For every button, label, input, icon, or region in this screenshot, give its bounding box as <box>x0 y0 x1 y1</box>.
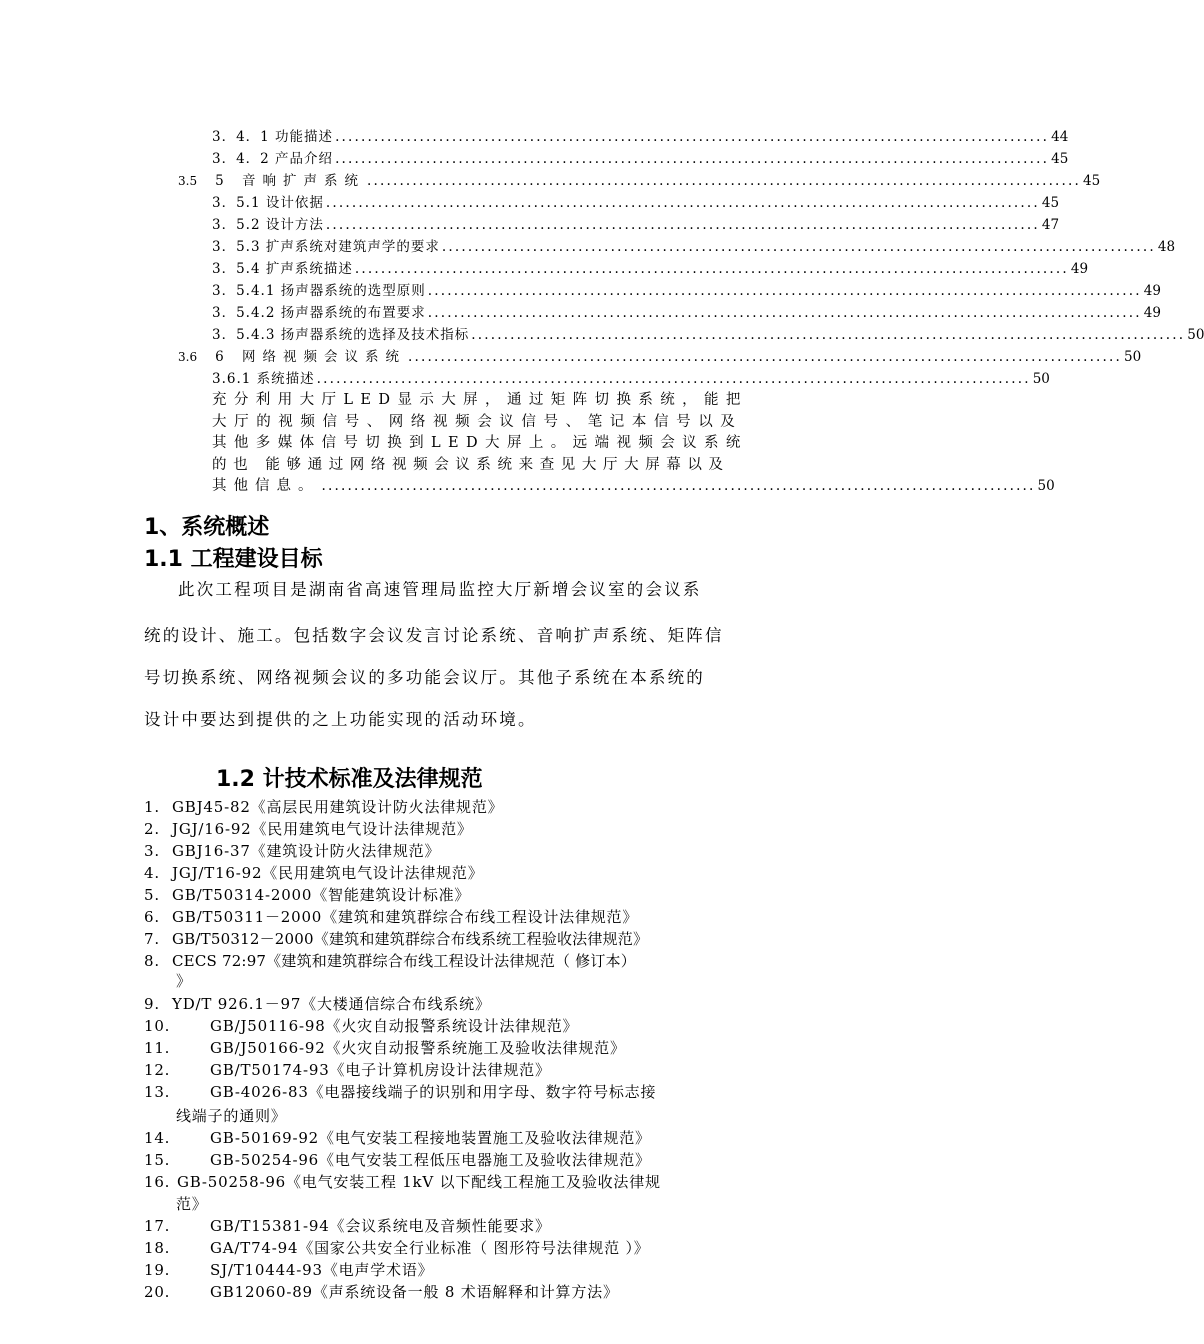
list-item-text: GB/J50116-98《火灾自动报警系统设计法律规范》 <box>210 1017 579 1035</box>
list-item-number: 18. <box>144 1239 171 1257</box>
toc-entry[interactable] <box>212 258 1089 280</box>
toc-leader-dots: .............................................................................................................. <box>335 129 1050 145</box>
toc-leader-dots: .............................................................................................................. <box>427 283 1142 299</box>
toc-leader-dots: .............................................................................................................. <box>354 261 1069 277</box>
list-item-number: 14. <box>144 1129 171 1147</box>
toc-entry[interactable] <box>212 280 1161 302</box>
toc-entry[interactable] <box>212 192 1060 214</box>
toc-line-text: 大厅的视频信号、网络视频会议信号、笔记本信号以及 <box>212 413 743 430</box>
list-item-text: GB/T15381-94《会议系统电及音频性能要求》 <box>210 1217 551 1235</box>
toc-page-number: 47 <box>1041 217 1060 233</box>
toc-entry[interactable] <box>178 170 1101 192</box>
toc-leader-dots: .............................................................................................................. <box>325 195 1040 211</box>
toc-entry[interactable] <box>212 148 1069 170</box>
list-item-number: 2. <box>144 820 160 838</box>
toc-entry-number: 3.6 <box>178 350 198 364</box>
list-item <box>144 907 638 928</box>
list-item-number: 4. <box>144 864 160 882</box>
toc-page-number: 50 <box>1187 327 1204 343</box>
toc-line-text: 其他信息。 <box>212 478 320 494</box>
list-item-text: GB-50258-96《电气安装工程 1kV 以下配线工程施工及验收法律规 <box>177 1173 661 1191</box>
list-item <box>144 1216 551 1237</box>
list-item <box>144 819 473 840</box>
list-item-text: GA/T74-94《国家公共安全行业标准（ 图形符号法律规范 ）》 <box>210 1239 650 1257</box>
body-line: 此次工程项目是湖南省高速管理局监控大厅新增会议室的会议系 <box>178 580 702 599</box>
list-item-text: GB-50254-96《电气安装工程低压电器施工及验收法律规范》 <box>210 1151 651 1169</box>
section-1-1-heading: 1.1 工程建设目标 <box>144 547 323 572</box>
list-item <box>144 929 648 950</box>
toc-long-entry-line <box>212 412 804 434</box>
list-item-text: GBJ16-37《建筑设计防火法律规范》 <box>172 842 441 860</box>
toc-entry[interactable] <box>212 214 1060 236</box>
toc-page-number: 49 <box>1143 305 1161 321</box>
toc-leader-dots: .............................................................................................................. <box>335 151 1050 167</box>
toc-entry[interactable] <box>178 346 1142 368</box>
toc-entry-label: 3．5.2 设计方法 <box>212 217 324 233</box>
toc-page-number: 50 <box>1037 478 1055 494</box>
toc-page-number: 45 <box>1051 151 1069 167</box>
list-item-text: CECS 72:97《建筑和建筑群综合布线工程设计法律规范（ 修订本） <box>172 952 636 970</box>
body-line: 号切换系统、网络视频会议的多功能会议厅。其他子系统在本系统的 <box>144 668 705 687</box>
list-item <box>144 1238 650 1259</box>
list-item-text: JGJ/T16-92《民用建筑电气设计法律规范》 <box>172 864 484 882</box>
list-item-continuation: 线端子的通则》 <box>176 1107 287 1125</box>
toc-long-entry-line <box>212 390 804 412</box>
toc-long-entry-line <box>212 476 1055 498</box>
list-item-number: 19. <box>144 1261 171 1279</box>
toc-entry-label: 3．5.4 扩声系统描述 <box>212 261 353 277</box>
list-item <box>144 863 484 884</box>
list-item-continuation: 》 <box>176 972 192 990</box>
toc-entry[interactable] <box>212 368 1050 390</box>
list-item-number: 6. <box>144 908 160 926</box>
list-item <box>144 1060 551 1081</box>
toc-page-number: 45 <box>1083 173 1101 189</box>
list-item-continuation: 范》 <box>176 1195 208 1213</box>
toc-entry-label: 3．5.1 设计依据 <box>212 195 324 211</box>
list-item-number: 5. <box>144 886 160 904</box>
list-item-number: 17. <box>144 1217 171 1235</box>
list-item-number: 10. <box>144 1017 171 1035</box>
toc-page-number: 50 <box>1032 371 1050 387</box>
toc-long-entry-line <box>212 433 804 455</box>
list-item-number: 8. <box>144 952 160 970</box>
toc-leader-dots: .............................................................................................................. <box>427 305 1142 321</box>
toc-line-text: 充分利用大厅LED显示大屏，通过矩阵切换系统，能把 <box>212 392 748 408</box>
toc-entry-label: 3.6.1 系统描述 <box>212 371 315 387</box>
list-item-number: 11. <box>144 1039 171 1057</box>
list-item <box>144 951 636 972</box>
list-item-number: 3. <box>144 842 160 860</box>
toc-page-number: 49 <box>1070 261 1089 277</box>
list-item <box>144 1016 578 1037</box>
body-line: 统的设计、施工。包括数字会议发言讨论系统、音响扩声系统、矩阵信 <box>144 626 724 645</box>
toc-leader-dots: .............................................................................................................. <box>366 173 1082 189</box>
list-item-text: SJ/T10444-93《电声学术语》 <box>210 1261 434 1279</box>
toc-entry-label: 3．4．1 功能描述 <box>212 129 334 145</box>
list-item-text: JGJ/16-92《民用建筑电气设计法律规范》 <box>172 820 473 838</box>
toc-leader-dots: .............................................................................................................. <box>471 327 1186 343</box>
list-item-text: YD/T 926.1－97《大楼通信综合布线系统》 <box>172 995 491 1013</box>
toc-page-number: 44 <box>1051 129 1069 145</box>
toc-leader-dots: .............................................................................................................. <box>407 349 1123 365</box>
list-item-number: 15. <box>144 1151 171 1169</box>
list-item-text: GBJ45-82《高层民用建筑设计防火法律规范》 <box>172 798 504 816</box>
list-item <box>144 885 470 906</box>
toc-entry-label: 3．4．2 产品介绍 <box>212 151 334 167</box>
toc-page-number: 48 <box>1157 239 1176 255</box>
list-item <box>144 1260 433 1281</box>
toc-entry[interactable] <box>212 324 1204 346</box>
toc-entry-label: 3．5.4.3 扬声器系统的选择及技术指标 <box>212 327 470 343</box>
toc-entry[interactable] <box>212 126 1069 148</box>
toc-entry-label: 3．5.4.2 扬声器系统的布置要求 <box>212 305 426 321</box>
toc-entry-label: 3．5.3 扩声系统对建筑声学的要求 <box>212 239 440 255</box>
list-item <box>144 1128 651 1149</box>
list-item <box>144 1082 656 1103</box>
toc-page-number: 49 <box>1143 283 1161 299</box>
toc-entry-label: 6 网络视频会议系统 <box>215 349 406 365</box>
list-item <box>144 1172 661 1193</box>
toc-long-entry[interactable] <box>212 390 1055 498</box>
toc-entry-label: 3．5.4.1 扬声器系统的选型原则 <box>212 283 426 299</box>
list-item-number: 1. <box>144 798 160 816</box>
toc-line-text: 的也 能够通过网络视频会议系统来查见大厅大屏幕以及 <box>212 456 730 473</box>
list-item-number: 9. <box>144 995 160 1013</box>
toc-entry-number: 3.5 <box>178 174 198 188</box>
list-item-number: 16. <box>144 1173 171 1191</box>
toc-leader-dots: .............................................................................................................. <box>321 478 1036 494</box>
list-item-number: 12. <box>144 1061 171 1079</box>
toc-leader-dots: .............................................................................................................. <box>316 371 1031 387</box>
list-item-text: GB/T50314-2000《智能建筑设计标准》 <box>172 886 471 904</box>
section-1-heading: 1、系统概述 <box>144 515 270 540</box>
list-item <box>144 797 503 818</box>
toc-long-entry-line <box>212 455 804 477</box>
toc-page-number: 50 <box>1124 349 1142 365</box>
list-item-text: GB/T50312－2000《建筑和建筑群综合布线系统工程验收法律规范》 <box>172 930 649 948</box>
list-item-text: GB/J50166-92《火灾自动报警系统施工及验收法律规范》 <box>210 1039 626 1057</box>
list-item-number: 20. <box>144 1283 171 1301</box>
list-item-text: GB/T50311－2000《建筑和建筑群综合布线工程设计法律规范》 <box>172 908 639 926</box>
list-item-text: GB-50169-92《电气安装工程接地装置施工及验收法律规范》 <box>210 1129 651 1147</box>
list-item <box>144 841 440 862</box>
list-item-text: GB12060-89《声系统设备一般 8 术语解释和计算方法》 <box>210 1283 619 1301</box>
section-1-2-heading: 1.2 计技术标准及法律规范 <box>216 767 483 792</box>
body-line: 设计中要达到提供的之上功能实现的活动环境。 <box>144 710 537 729</box>
toc-page-number: 45 <box>1041 195 1060 211</box>
list-item-text: GB/T50174-93《电子计算机房设计法律规范》 <box>210 1061 551 1079</box>
toc-line-text: 其他多媒体信号切换到LED大屏上。远端视频会议系统 <box>212 435 748 451</box>
toc-entry[interactable] <box>212 236 1176 258</box>
list-item-text: GB-4026-83《电器接线端子的识别和用字母、数字符号标志接 <box>210 1083 657 1101</box>
toc-entry[interactable] <box>212 302 1161 324</box>
list-item-number: 7. <box>144 930 160 948</box>
toc-leader-dots: .............................................................................................................. <box>441 239 1156 255</box>
toc-leader-dots: .............................................................................................................. <box>325 217 1040 233</box>
list-item <box>144 1038 626 1059</box>
toc-entry-label: 5 音响扩声系统 <box>215 173 365 189</box>
list-item <box>144 1150 651 1171</box>
list-item-number: 13. <box>144 1083 171 1101</box>
list-item <box>144 1282 619 1303</box>
list-item <box>144 994 491 1015</box>
